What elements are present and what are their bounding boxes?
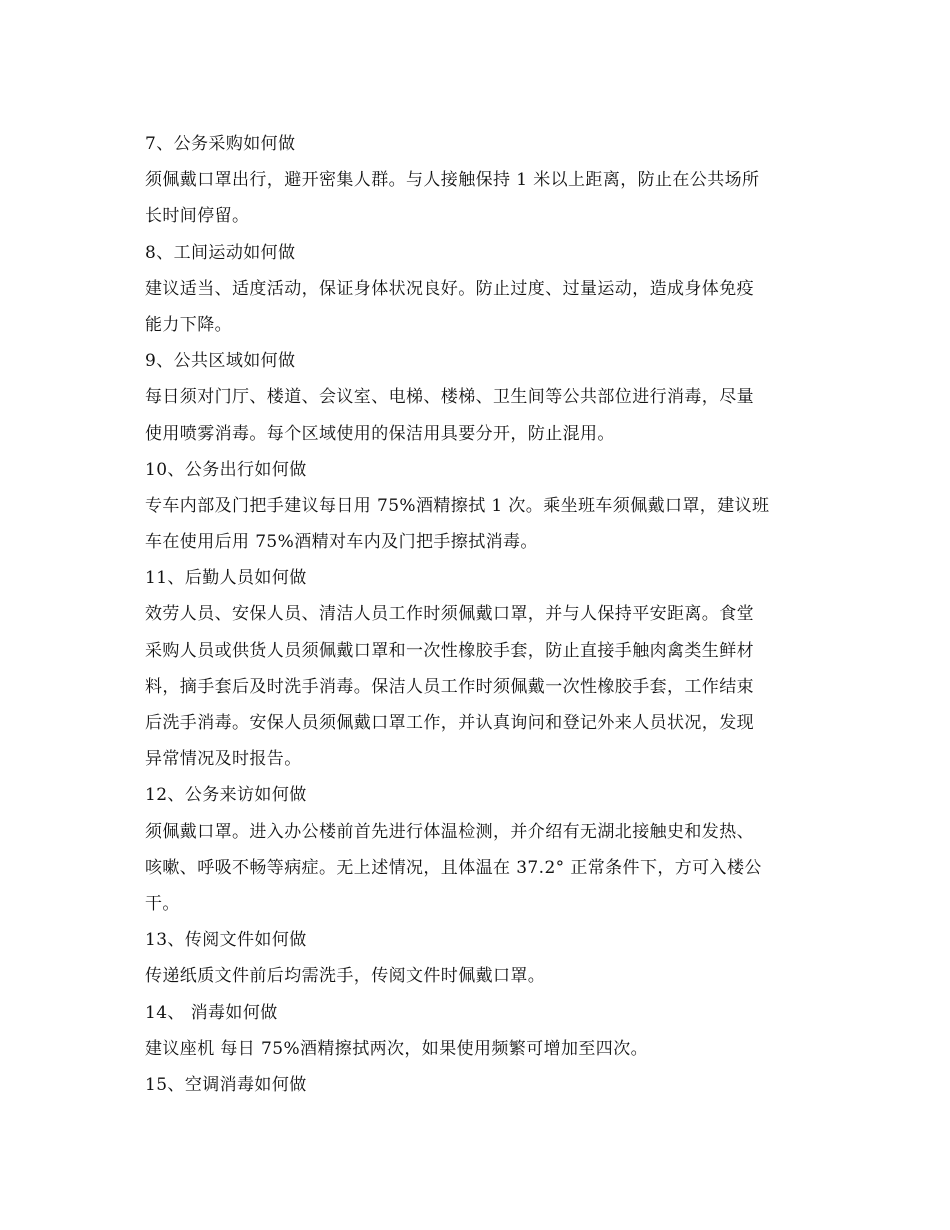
paragraph-line: 专车内部及门把手建议每日用 75%酒精擦拭 1 次。乘坐班车须佩戴口罩，建议班: [145, 495, 770, 516]
paragraph-line: 后洗手消毒。安保人员须佩戴口罩工作，并认真询问和登记外来人员状况，发现: [145, 713, 754, 733]
paragraph-line: 车在使用后用 75%酒精对车内及门把手擦拭消毒。: [145, 532, 538, 553]
paragraph-line: 效劳人员、安保人员、清洁人员工作时须佩戴口罩，并与人保持平安距离。食堂: [145, 604, 754, 625]
section-heading-11: 11、后勤人员如何做: [145, 568, 307, 589]
paragraph-line: 建议适当、适度活动，保证身体状况良好。防止过度、过量运动，造成身体免疫: [145, 278, 754, 299]
paragraph-line: 传递纸质文件前后均需洗手，传阅文件时佩戴口罩。: [145, 966, 546, 987]
paragraph-line: 采购人员或供货人员须佩戴口罩和一次性橡胶手套，防止直接手触肉禽类生鲜材: [145, 640, 754, 661]
paragraph-line: 咳嗽、呼吸不畅等病症。无上述情况，且体温在 37.2° 正常条件下，方可入楼公: [145, 857, 762, 878]
paragraph-line: 料，摘手套后及时洗手消毒。保洁人员工作时须佩戴一次性橡胶手套，工作结束: [145, 676, 754, 697]
paragraph-line: 建议座机 每日 75%酒精擦拭两次，如果使用频繁可增加至四次。: [145, 1038, 648, 1059]
paragraph-line: 须佩戴口罩。进入办公楼前首先进行体温检测，并介绍有无湖北接触史和发热、: [145, 821, 754, 842]
document-body: [145, 126, 810, 1103]
paragraph-line: 每日须对门厅、楼道、会议室、电梯、楼梯、卫生间等公共部位进行消毒，尽量: [145, 387, 754, 408]
paragraph-line: 干。: [145, 893, 180, 914]
paragraph-line: 使用喷雾消毒。每个区域使用的保洁用具要分开，防止混用。: [145, 423, 615, 444]
paragraph-line: 异常情况及时报告。: [145, 749, 302, 770]
section-heading-12: 12、公务来访如何做: [145, 785, 307, 806]
section-heading-9: 9、公共区域如何做: [145, 351, 296, 372]
section-heading-14: 14、 消毒如何做: [145, 1002, 278, 1023]
paragraph-line: 长时间停留。: [145, 206, 250, 227]
section-heading-7: 7、公务采购如何做: [145, 134, 296, 154]
paragraph-line: 须佩戴口罩出行，避开密集人群。与人接触保持 1 米以上距离，防止在公共场所: [145, 170, 760, 191]
paragraph-line: 能力下降。: [145, 314, 232, 335]
section-heading-13: 13、传阅文件如何做: [145, 930, 307, 951]
section-heading-10: 10、公务出行如何做: [145, 459, 307, 480]
section-heading-15: 15、空调消毒如何做: [145, 1074, 307, 1095]
section-heading-8: 8、工间运动如何做: [145, 242, 296, 263]
